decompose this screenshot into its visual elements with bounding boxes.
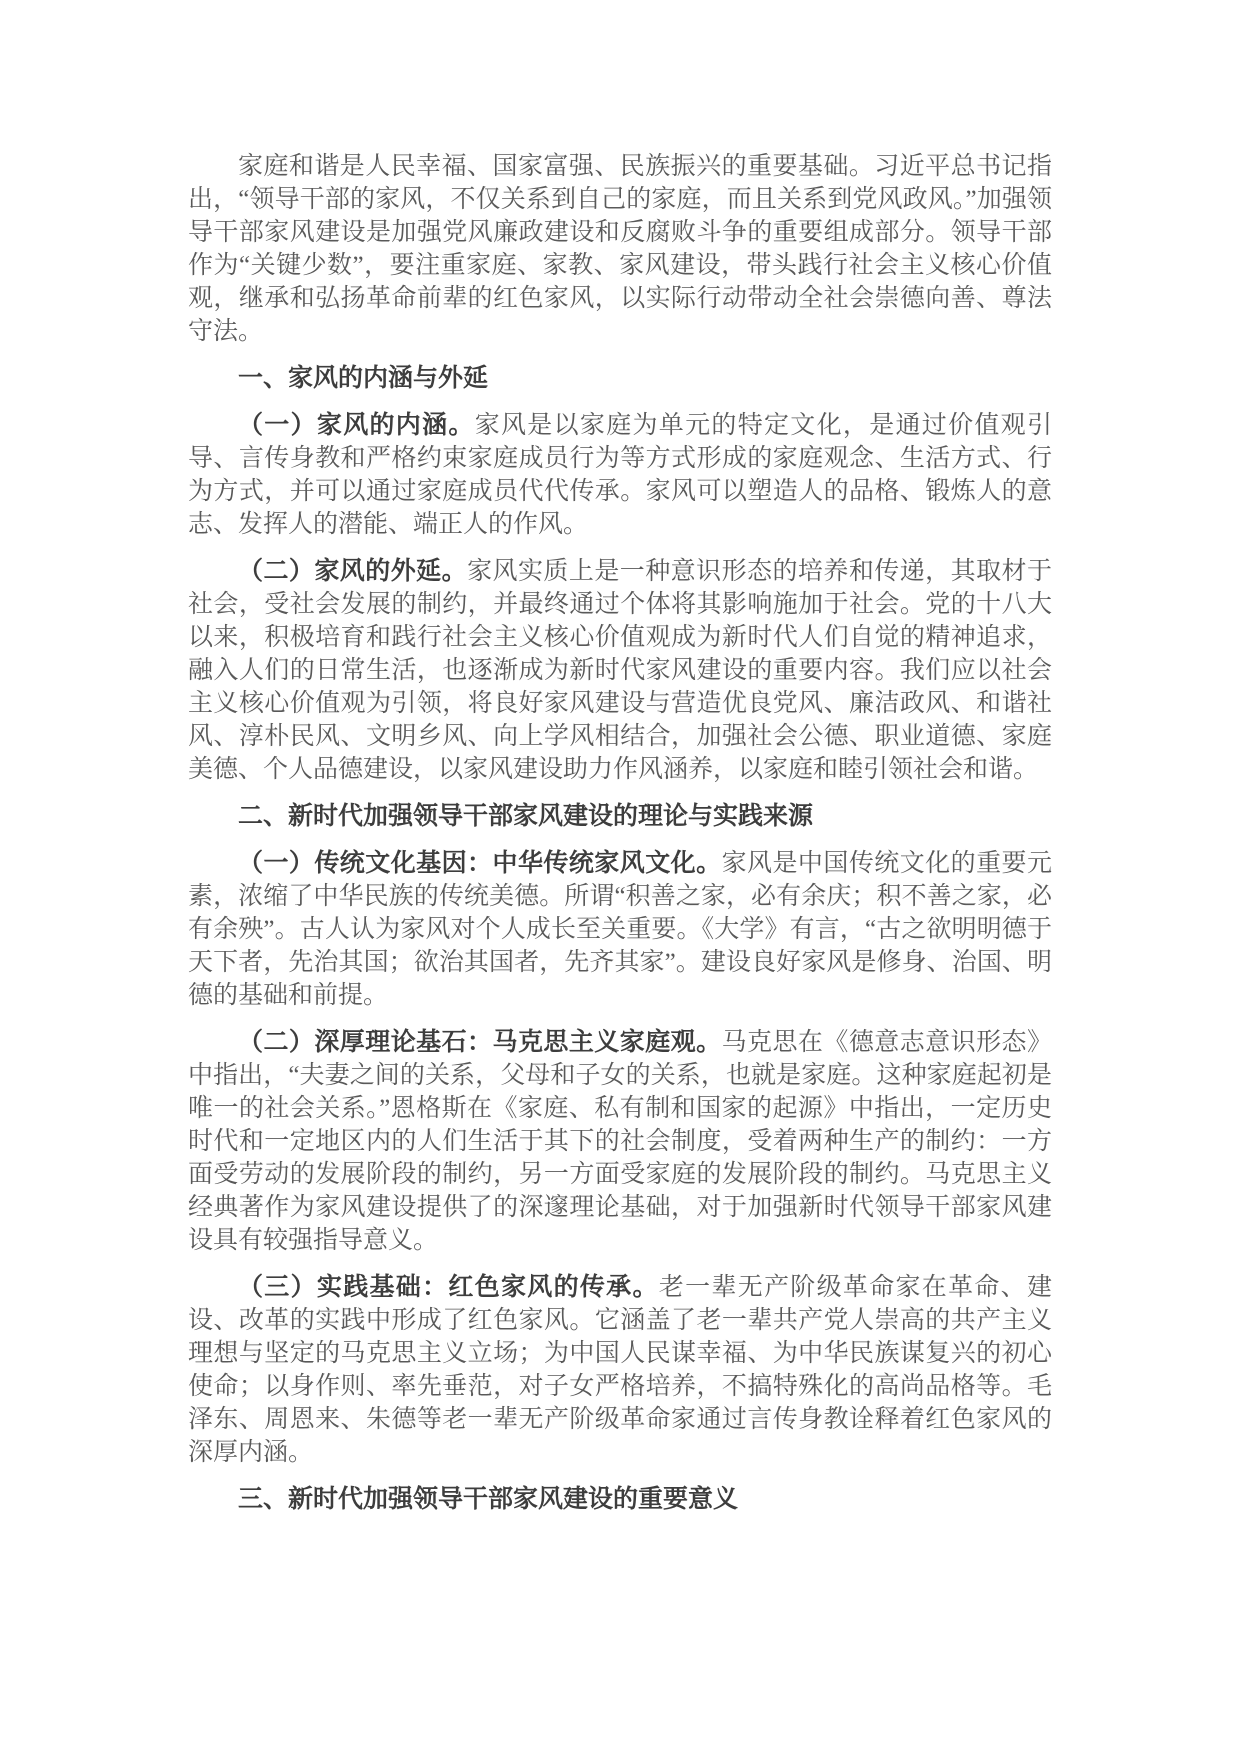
paragraph: （一）家风的内涵。家风是以家庭为单元的特定文化，是通过价值观引导、言传身教和严格约束家庭成员行为等方式形成的家庭观念、生活方式、行为方式，并可以通过家庭成员代代传承。家风可以塑造人的品格、锻炼人的意志、发挥人的潜能、端正人的作风。 <box>188 411 1052 538</box>
paragraph: （三）实践基础：红色家风的传承。老一辈无产阶级革命家在革命、建设、改革的实践中形成了红色家风。它涵盖了老一辈共产党人崇高的共产主义理想与坚定的马克思主义立场；为中国人民谋幸福、为中华民族谋复兴的初心使命；以身作则、率先垂范，对子女严格培养，不搞特殊化的高尚品格等。毛泽东、周恩来、朱德等老一辈无产阶级革命家通过言传身教诠释着红色家风的深厚内涵。 <box>188 1273 1052 1466</box>
paragraph: （二）深厚理论基石：马克思主义家庭观。马克思在《德意志意识形态》中指出，“夫妻之间的关系，父母和子女的关系，也就是家庭。这种家庭起初是唯一的社会关系。”恩格斯在《家庭、私有制和国家的起源》中指出，一定历史时代和一定地区内的人们生活于其下的社会制度，受着两种生产的制约：一方面受劳动的发展阶段的制约，另一方面受家庭的发展阶段的制约。马克思主义经典著作为家风建设提供了的深邃理论基础，对于加强新时代领导干部家风建设具有较强指导意义。 <box>188 1028 1052 1254</box>
section-heading: 一、家风的内涵与外延 <box>238 364 489 392</box>
paragraph-lead: （二）家风的外延。 <box>238 557 468 585</box>
paragraph-lead: （一）传统文化基因：中华传统家风文化。 <box>238 849 722 877</box>
paragraph: （二）家风的外延。家风实质上是一种意识形态的培养和传递，其取材于社会，受社会发展的制约，并最终通过个体将其影响施加于社会。党的十八大以来，积极培育和践行社会主义核心价值观成为新时代人们自觉的精神追求，融入人们的日常生活，也逐渐成为新时代家风建设的重要内容。我们应以社会主义核心价值观为引领，将良好家风建设与营造优良党风、廉洁政风、和谐社风、淳朴民风、文明乡风、向上学风相结合，加强社会公德、职业道德、家庭美德、个人品德建设，以家风建设助力作风涵养，以家庭和睦引领社会和谐。 <box>188 557 1052 783</box>
paragraph-lead: （三）实践基础：红色家风的传承。 <box>238 1273 659 1301</box>
section-heading: 三、新时代加强领导干部家风建设的重要意义 <box>238 1485 739 1513</box>
document-body <box>188 150 1052 1530</box>
section-heading: 二、新时代加强领导干部家风建设的理论与实践来源 <box>238 802 814 830</box>
paragraph: （一）传统文化基因：中华传统家风文化。家风是中国传统文化的重要元素，浓缩了中华民族的传统美德。所谓“积善之家，必有余庆；积不善之家，必有余殃”。古人认为家风对个人成长至关重要。《大学》有言，“古之欲明明德于天下者，先治其国；欲治其国者，先齐其家”。建设良好家风是修身、治国、明德的基础和前提。 <box>188 849 1052 1009</box>
paragraph-lead: （一）家风的内涵。 <box>238 411 475 439</box>
paragraph-lead: （二）深厚理论基石：马克思主义家庭观。 <box>238 1028 722 1056</box>
paragraph: 家庭和谐是人民幸福、国家富强、民族振兴的重要基础。习近平总书记指出，“领导干部的家风，不仅关系到自己的家庭，而且关系到党风政风。”加强领导干部家风建设是加强党风廉政建设和反腐败斗争的重要组成部分。领导干部作为“关键少数”，要注重家庭、家教、家风建设，带头践行社会主义核心价值观，继承和弘扬革命前辈的红色家风，以实际行动带动全社会崇德向善、尊法守法。 <box>188 153 1052 345</box>
